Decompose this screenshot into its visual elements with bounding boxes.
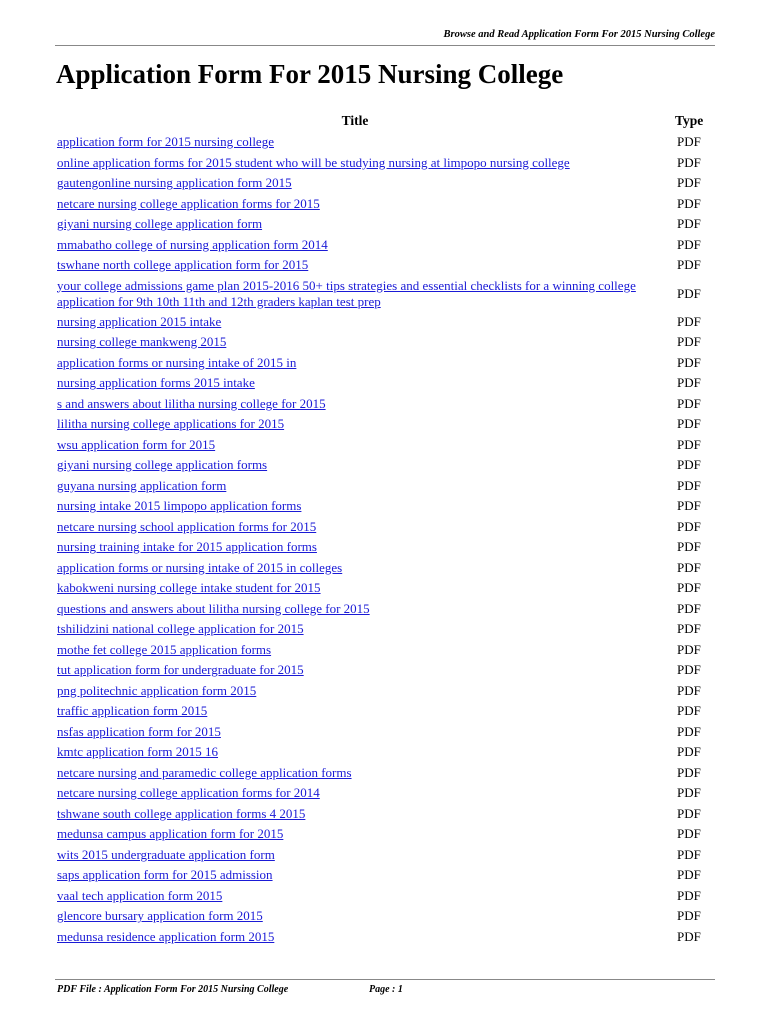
title-cell [57,640,653,661]
title-cell [57,886,653,907]
table-row [57,455,717,476]
file-type-label: PDF [677,928,701,944]
title-cell [57,255,653,276]
document-link[interactable]: questions and answers about lilitha nursing college for 2015 [57,600,370,616]
document-link[interactable]: giyani nursing college application form [57,216,263,232]
document-link[interactable]: s and answers about lilitha nursing college for 2015 [57,395,326,411]
document-link[interactable]: wits 2015 undergraduate application form [57,846,275,862]
document-link[interactable]: kmtc application form 2015 16 [57,744,219,760]
file-type-label: PDF [677,805,701,821]
table-header-row [57,110,717,132]
table-row [57,394,717,415]
table-row [57,476,717,497]
title-cell [57,824,653,845]
table-row [57,886,717,907]
document-link[interactable]: application forms or nursing intake of 2015 in [57,354,297,370]
title-cell [57,173,653,194]
table-row [57,132,717,153]
column-header-title: Title [341,113,369,128]
table-row [57,435,717,456]
file-type-label: PDF [677,744,701,760]
file-type-label: PDF [677,354,701,370]
table-row [57,214,717,235]
title-cell [57,455,653,476]
document-link[interactable]: tswhane north college application form for 2015 [57,257,309,273]
file-type-label: PDF [677,539,701,555]
document-link[interactable]: gautengonline nursing application form 2015 [57,175,292,191]
file-type-label: PDF [677,580,701,596]
document-link[interactable]: guyana nursing application form [57,477,227,493]
document-link[interactable]: tshilidzini national college application for 2015 [57,621,304,637]
document-link[interactable]: online application forms for 2015 student who will be studying nursing at limpopo nursing college [57,154,570,170]
title-cell [57,783,653,804]
title-cell [57,906,653,927]
document-link[interactable]: mmabatho college of nursing application form 2014 [57,236,328,252]
table-body [57,132,717,947]
column-header-type: Type [675,113,704,128]
title-cell [57,153,653,174]
document-link[interactable]: nursing college mankweng 2015 [57,334,227,350]
header-divider [55,45,715,46]
file-type-label: PDF [677,375,701,391]
title-cell [57,132,653,153]
document-list-table [57,110,717,947]
table-row [57,153,717,174]
document-link[interactable]: application forms or nursing intake of 2015 in colleges [57,559,343,575]
file-type-label: PDF [677,559,701,575]
table-row [57,255,717,276]
title-cell [57,235,653,256]
document-link[interactable]: netcare nursing and paramedic college application forms [57,764,352,780]
file-type-label: PDF [677,621,701,637]
title-cell [57,701,653,722]
title-cell [57,619,653,640]
file-type-label: PDF [677,764,701,780]
file-type-label: PDF [677,887,701,903]
table-row [57,619,717,640]
table-row [57,194,717,215]
document-link[interactable]: netcare nursing college application forms for 2015 [57,195,320,211]
file-type-label: PDF [677,518,701,534]
table-row [57,353,717,374]
file-type-label: PDF [677,436,701,452]
title-cell [57,373,653,394]
document-link[interactable]: nursing intake 2015 limpopo application forms [57,498,302,514]
file-type-label: PDF [677,641,701,657]
file-type-label: PDF [677,416,701,432]
file-type-label: PDF [677,785,701,801]
table-row [57,599,717,620]
document-link[interactable]: giyani nursing college application forms [57,457,268,473]
title-cell [57,332,653,353]
document-link[interactable]: wsu application form for 2015 [57,436,216,452]
document-link[interactable]: png politechnic application form 2015 [57,682,257,698]
table-row [57,906,717,927]
file-type-label: PDF [677,134,701,150]
title-cell [57,681,653,702]
document-link[interactable]: tut application form for undergraduate for 2015 [57,662,304,678]
table-row [57,373,717,394]
title-cell [57,394,653,415]
title-cell [57,537,653,558]
document-link[interactable]: nursing application forms 2015 intake [57,375,255,391]
document-link[interactable]: nursing training intake for 2015 application forms [57,539,317,555]
title-cell [57,927,653,948]
file-type-label: PDF [677,457,701,473]
title-cell [57,722,653,743]
file-type-label: PDF [677,175,701,191]
document-link[interactable]: medunsa residence application form 2015 [57,928,275,944]
document-link[interactable]: lilitha nursing college applications for 2015 [57,416,285,432]
title-cell [57,276,653,312]
table-row [57,824,717,845]
file-type-label: PDF [677,216,701,232]
table-row [57,701,717,722]
table-row [57,845,717,866]
document-link[interactable]: mothe fet college 2015 application forms [57,641,272,657]
title-cell [57,353,653,374]
title-cell [57,214,653,235]
title-cell [57,578,653,599]
file-type-label: PDF [677,867,701,883]
table-row [57,681,717,702]
table-row [57,640,717,661]
table-row [57,558,717,579]
title-cell [57,414,653,435]
title-cell [57,496,653,517]
file-type-label: PDF [677,236,701,252]
file-type-label: PDF [677,600,701,616]
table-row [57,173,717,194]
title-cell [57,558,653,579]
title-cell [57,763,653,784]
file-type-label: PDF [677,908,701,924]
footer-page-label: Page : 1 [369,984,403,995]
table-row [57,414,717,435]
table-row [57,927,717,948]
title-cell [57,476,653,497]
file-type-label: PDF [677,723,701,739]
title-cell [57,742,653,763]
table-row [57,722,717,743]
file-type-label: PDF [677,195,701,211]
document-link[interactable]: traffic application form 2015 [57,703,208,719]
file-type-label: PDF [677,313,701,329]
file-type-label: PDF [677,846,701,862]
file-type-label: PDF [677,662,701,678]
document-title: Application Form For 2015 Nursing College [56,59,564,89]
file-type-label: PDF [677,257,701,273]
document-link[interactable]: your college admissions game plan 2015-2016 50+ tips strategies and essential checklists for a winning college application for 9th 10th 11th and 12th graders kaplan test prep [57,277,636,309]
title-cell [57,517,653,538]
document-link[interactable]: nsfas application form for 2015 [57,723,221,739]
file-type-label: PDF [677,498,701,514]
file-type-label: PDF [677,154,701,170]
document-link[interactable]: vaal tech application form 2015 [57,887,223,903]
table-row [57,235,717,256]
title-cell [57,435,653,456]
table-row [57,496,717,517]
table-row [57,865,717,886]
table-row [57,763,717,784]
document-link[interactable]: medunsa campus application form for 2015 [57,826,284,842]
table-row [57,804,717,825]
footer-file-label: PDF File : Application Form For 2015 Nursing College [57,984,289,995]
document-link[interactable]: tshwane south college application forms 4 2015 [57,805,306,821]
document-link[interactable]: application form for 2015 nursing college [57,134,274,150]
file-type-label: PDF [677,477,701,493]
table-row [57,276,717,312]
table-row [57,332,717,353]
file-type-label: PDF [677,285,701,301]
file-type-label: PDF [677,703,701,719]
table-row [57,517,717,538]
table-row [57,312,717,333]
document-link[interactable]: saps application form for 2015 admission [57,867,273,883]
document-link[interactable]: netcare nursing school application forms for 2015 [57,518,317,534]
table-row [57,783,717,804]
table-row [57,742,717,763]
file-type-label: PDF [677,334,701,350]
title-cell [57,312,653,333]
title-cell [57,660,653,681]
file-type-label: PDF [677,682,701,698]
table-row [57,660,717,681]
footer-divider [55,979,715,980]
document-link[interactable]: netcare nursing college application forms for 2014 [57,785,320,801]
title-cell [57,865,653,886]
document-link[interactable]: glencore bursary application form 2015 [57,908,263,924]
title-cell [57,194,653,215]
title-cell [57,804,653,825]
table-row [57,578,717,599]
document-link[interactable]: nursing application 2015 intake [57,313,222,329]
table-row [57,537,717,558]
file-type-label: PDF [677,395,701,411]
title-cell [57,599,653,620]
title-cell [57,845,653,866]
document-link[interactable]: kabokweni nursing college intake student for 2015 [57,580,321,596]
page-header-text: Browse and Read Application Form For 2015 Nursing College [443,29,715,40]
file-type-label: PDF [677,826,701,842]
